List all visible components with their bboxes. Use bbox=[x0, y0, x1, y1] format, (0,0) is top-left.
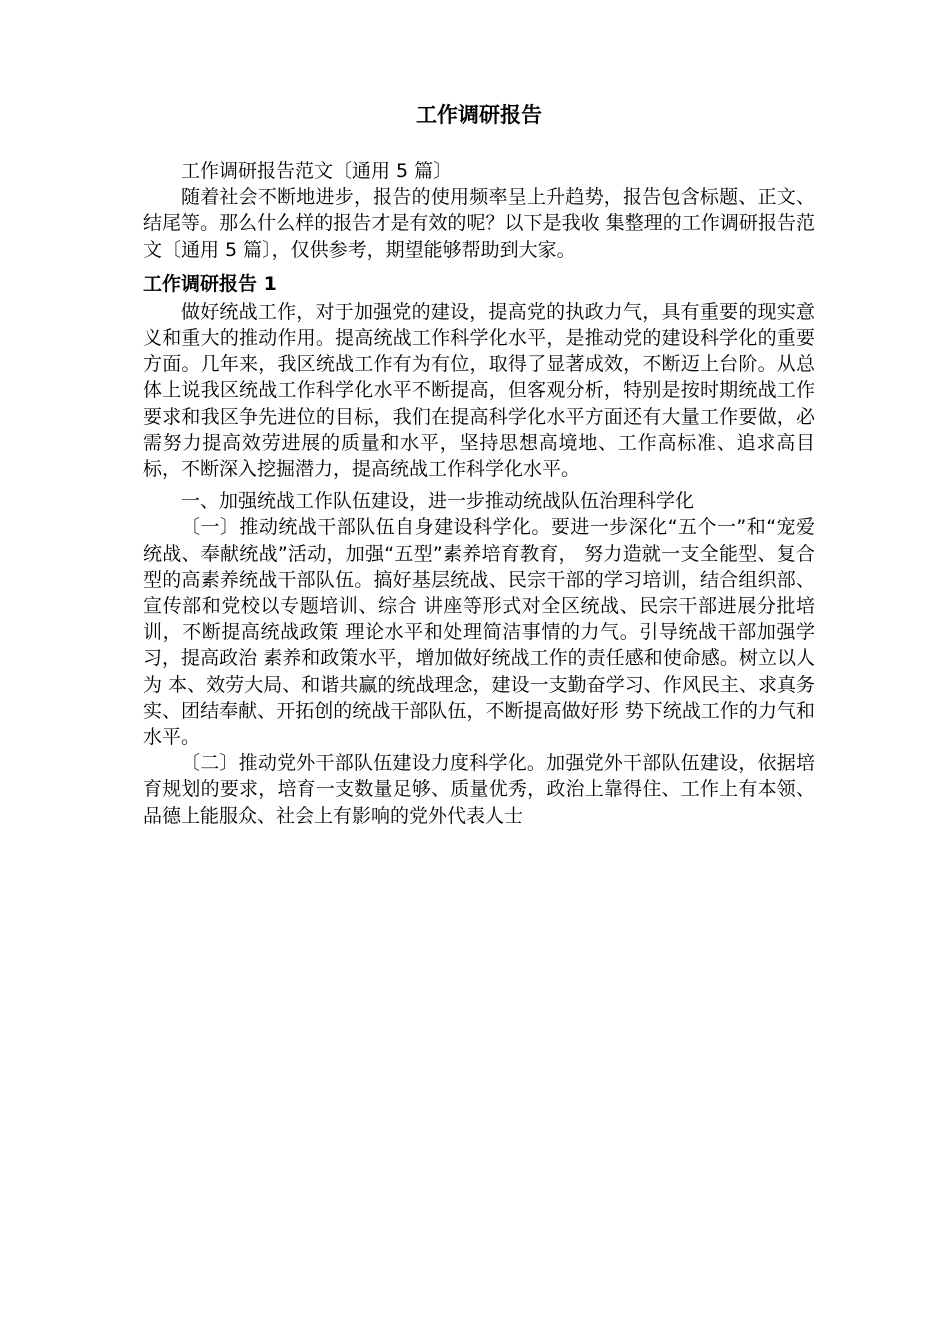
intro-subtitle: 工作调研报告范文〔通用 5 篇〕 bbox=[181, 160, 453, 182]
section-paragraph-2: 〔一〕推动统战干部队伍自身建设科学化。要进一步深化“五个一”和“宠爱统战、奉献统战”活动，加强“五型”素养培育教育， 努力造就一支全能型、复合型的高素养统战干部队伍。搞好基层统战、民宗干部的学习培训，结合组织部、宣传部和党校以专题培训、综合 讲座等形式对全区统战、民宗干部进展分批培训，不断提高统战政策 理论水平和处理简洁事情的力气。引导统战干部加强学习，提高政治 素养和政策水平，增加做好统战工作的责任感和使命感。树立以人为 本、效劳大局、和谐共赢的统战理念，建设一支勤奋学习、作风民主、求真务实、团结奉献、开拓创的统战干部队伍，不断提高做好形 势下统战工作的力气和水平。 bbox=[143, 516, 815, 749]
section-heading: 工作调研报告 1 bbox=[143, 272, 277, 295]
document-title: 工作调研报告 bbox=[416, 103, 542, 127]
section-paragraph-1: 做好统战工作，对于加强党的建设，提高党的执政力气，具有重要的现实意义和重大的推动作用。提高统战工作科学化水平，是推动党的建设科学化的重要方面。几年来，我区统战工作有为有位，取得了显著成效，不断迈上台阶。从总体上说我区统战工作科学化水平不断提高，但客观分析，特别是按时期统战工作要求和我区争先进位的目标，我们在提高科学化水平方面还有大量工作要做，必需努力提高效劳进展的质量和水平，坚持思想高境地、工作高标准、追求高目标，不断深入挖掘潜力，提高统战工作科学化水平。 bbox=[143, 300, 815, 481]
section-subheading-1: 一、加强统战工作队伍建设，进一步推动统战队伍治理科学化 bbox=[181, 490, 695, 513]
document-body bbox=[143, 98, 815, 829]
section-paragraph-3: 〔二〕推动党外干部队伍建设力度科学化。加强党外干部队伍建设，依据培育规划的要求，培育一支数量足够、质量优秀，政治上靠得住、工作上有本领、品德上能服众、社会上有影响的党外代表人士 bbox=[143, 752, 815, 827]
intro-paragraph: 随着社会不断地进步，报告的使用频率呈上升趋势，报告包含标题、正文、结尾等。那么什么样的报告才是有效的呢？以下是我收 集整理的工作调研报告范文〔通用 5 篇〕，仅供参考，期望能够帮助到大家。 bbox=[143, 186, 815, 261]
